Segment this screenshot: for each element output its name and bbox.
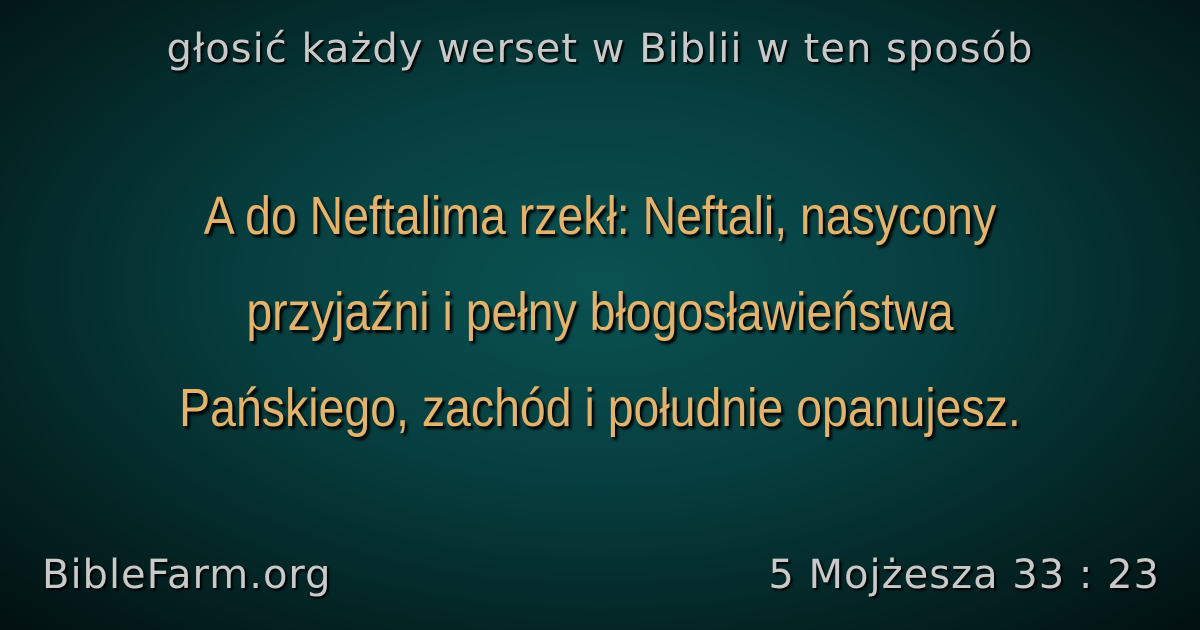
verse-text (118, 168, 1081, 456)
verse-line-1: A do Neftalima rzekł: Neftali, nasycony (203, 186, 997, 246)
verse-reference: 5 Mojżesza 33 : 23 (768, 552, 1160, 598)
tagline: głosić każdy werset w Biblii w ten sposób (166, 26, 1034, 72)
verse-line-2: przyjaźni i pełny błogosławieństwa (246, 282, 954, 342)
verse-line-3: Pańskiego, zachód i południe opanujesz. (179, 378, 1021, 438)
site-name: BibleFarm.org (42, 552, 332, 598)
